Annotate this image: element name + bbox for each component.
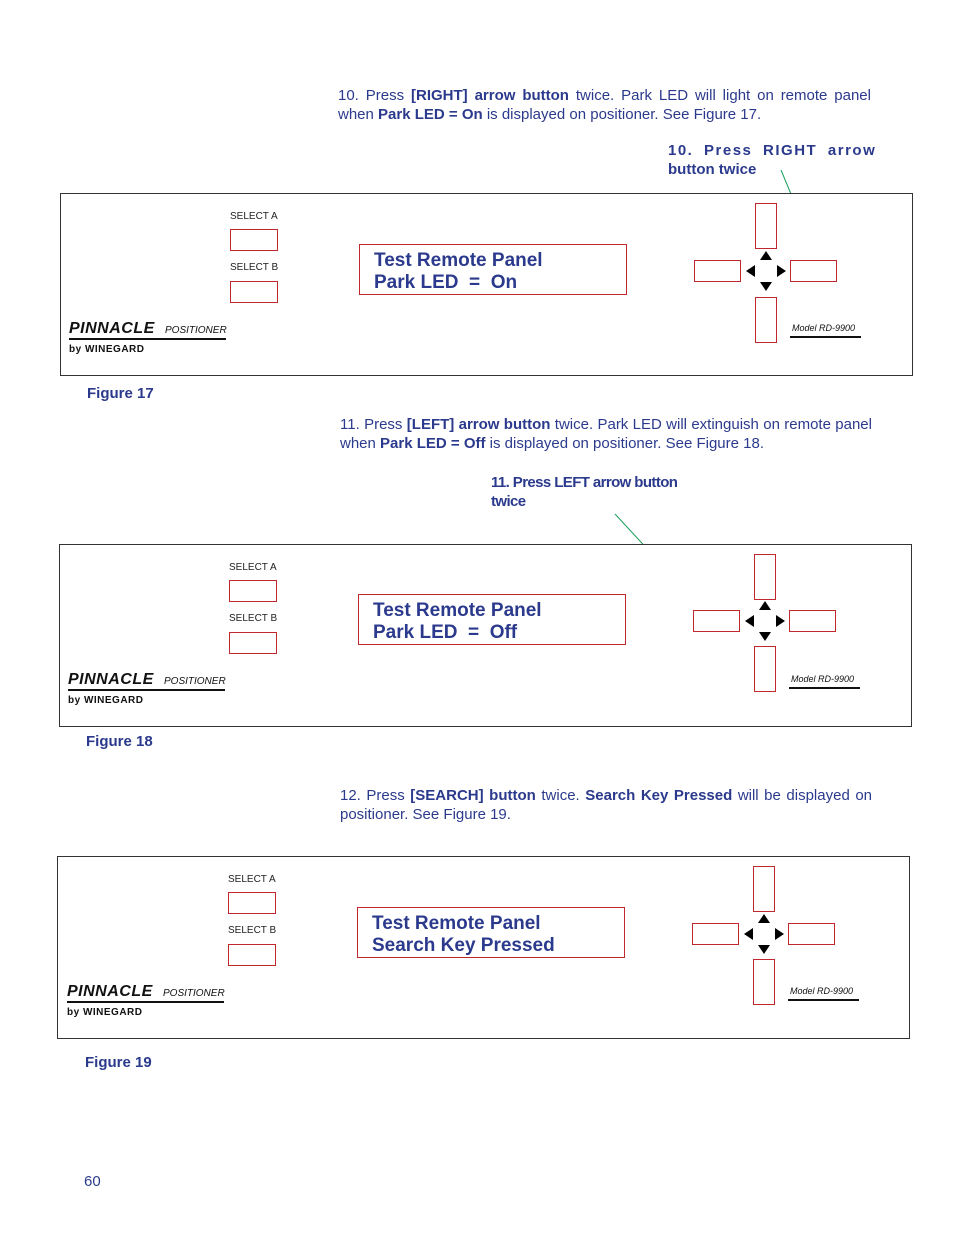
step-state: Park LED = On (378, 106, 483, 123)
arrow-down-icon (758, 945, 770, 954)
arrow-left-icon (745, 615, 754, 627)
model-underline (790, 336, 861, 338)
maker-name: by WINEGARD (69, 344, 145, 355)
down-button[interactable] (754, 646, 776, 692)
select-a-button[interactable] (228, 892, 276, 914)
positioner-display (359, 244, 627, 295)
step-number: 11. (340, 416, 360, 433)
arrow-right-icon (777, 265, 786, 277)
positioner-display (358, 594, 626, 645)
down-button[interactable] (755, 297, 777, 343)
left-button[interactable] (692, 923, 739, 945)
step-text: is displayed on positioner. See Figure 17. (486, 106, 762, 123)
callout-line: 11. Press LEFT arrow button (491, 474, 678, 491)
up-button[interactable] (754, 554, 776, 600)
step-text: is displayed on positioner. See Figure 18. (489, 435, 764, 452)
down-button[interactable] (753, 959, 775, 1005)
step-number: 10. (338, 87, 359, 104)
select-a-label: SELECT A (228, 874, 276, 885)
step-button-name: [RIGHT] arrow button (411, 87, 569, 104)
step-state: Search Key Pressed (585, 787, 733, 804)
step-verb: Press (365, 87, 405, 104)
left-button[interactable] (693, 610, 740, 632)
arrow-down-icon (759, 632, 771, 641)
right-button[interactable] (790, 260, 837, 282)
model-underline (789, 687, 860, 689)
brand-subtitle: POSITIONER (165, 325, 227, 336)
up-button[interactable] (755, 203, 777, 249)
instruction-step-12 (340, 786, 872, 824)
step-number: 12. (340, 787, 361, 804)
right-button[interactable] (789, 610, 836, 632)
select-b-button[interactable] (230, 281, 278, 303)
step-state: Park LED = Off (380, 435, 486, 452)
select-b-label: SELECT B (230, 262, 279, 273)
display-line-2: Search Key Pressed (372, 935, 555, 956)
arrow-up-icon (759, 601, 771, 610)
select-a-label: SELECT A (229, 562, 277, 573)
arrow-up-icon (758, 914, 770, 923)
step-verb: Press (364, 416, 403, 433)
arrow-down-icon (760, 282, 772, 291)
arrow-right-icon (775, 928, 784, 940)
display-line-2: Park LED = On (374, 272, 518, 293)
brand-subtitle: POSITIONER (163, 988, 225, 999)
model-label: Model RD-9900 (792, 323, 856, 333)
callout-line: 10. Press RIGHT arrow (668, 142, 877, 159)
step-text: twice. Park LED will light on remote panel when (338, 87, 871, 123)
maker-name: by WINEGARD (67, 1007, 143, 1018)
right-button[interactable] (788, 923, 835, 945)
brand-subtitle: POSITIONER (164, 676, 226, 687)
brand-name: PINNACLE (69, 320, 155, 337)
select-b-button[interactable] (228, 944, 276, 966)
brand-name: PINNACLE (67, 983, 153, 1000)
figure-caption-18: Figure 18 (86, 733, 153, 750)
select-b-label: SELECT B (228, 925, 277, 936)
brand-name: PINNACLE (68, 671, 154, 688)
select-a-button[interactable] (229, 580, 277, 602)
callout-line: button twice (668, 161, 757, 178)
step-text: twice. (541, 787, 580, 804)
model-label: Model RD-9900 (790, 986, 854, 996)
direction-arrows-icon (745, 250, 787, 292)
logo-underline (67, 1001, 224, 1003)
instruction-step-10 (338, 86, 871, 124)
step-text: will be displayed on positioner. See Figure 19. (340, 787, 873, 823)
remote-panel-figure-18 (59, 544, 912, 727)
figure-caption-17: Figure 17 (87, 385, 154, 402)
arrow-left-icon (744, 928, 753, 940)
positioner-display (357, 907, 625, 958)
display-line-1: Test Remote Panel (373, 600, 542, 621)
model-label: Model RD-9900 (791, 674, 855, 684)
display-line-2: Park LED = Off (373, 622, 518, 643)
display-line-1: Test Remote Panel (374, 250, 543, 271)
arrow-left-icon (746, 265, 755, 277)
remote-panel-figure-17 (60, 193, 913, 376)
step-verb: Press (366, 787, 405, 804)
step-button-name: [LEFT] arrow button (406, 416, 551, 433)
logo-underline (68, 689, 225, 691)
logo-underline (69, 338, 226, 340)
page-number: 60 (84, 1173, 101, 1190)
model-underline (788, 999, 859, 1001)
left-button[interactable] (694, 260, 741, 282)
callout-step-11 (491, 473, 706, 511)
instruction-step-11 (340, 415, 872, 453)
select-a-label: SELECT A (230, 211, 278, 222)
figure-caption-19: Figure 19 (85, 1054, 152, 1071)
up-button[interactable] (753, 866, 775, 912)
direction-arrows-icon (744, 600, 786, 642)
step-text: twice. Park LED will extinguish on remote panel when (340, 416, 872, 452)
select-a-button[interactable] (230, 229, 278, 251)
arrow-up-icon (760, 251, 772, 260)
select-b-button[interactable] (229, 632, 277, 654)
display-line-1: Test Remote Panel (372, 913, 541, 934)
arrow-right-icon (776, 615, 785, 627)
callout-step-10 (668, 141, 877, 179)
select-b-label: SELECT B (229, 613, 278, 624)
callout-line: twice (491, 493, 526, 510)
direction-arrows-icon (743, 913, 785, 955)
remote-panel-figure-19 (57, 856, 910, 1039)
step-button-name: [SEARCH] button (410, 787, 536, 804)
maker-name: by WINEGARD (68, 695, 144, 706)
